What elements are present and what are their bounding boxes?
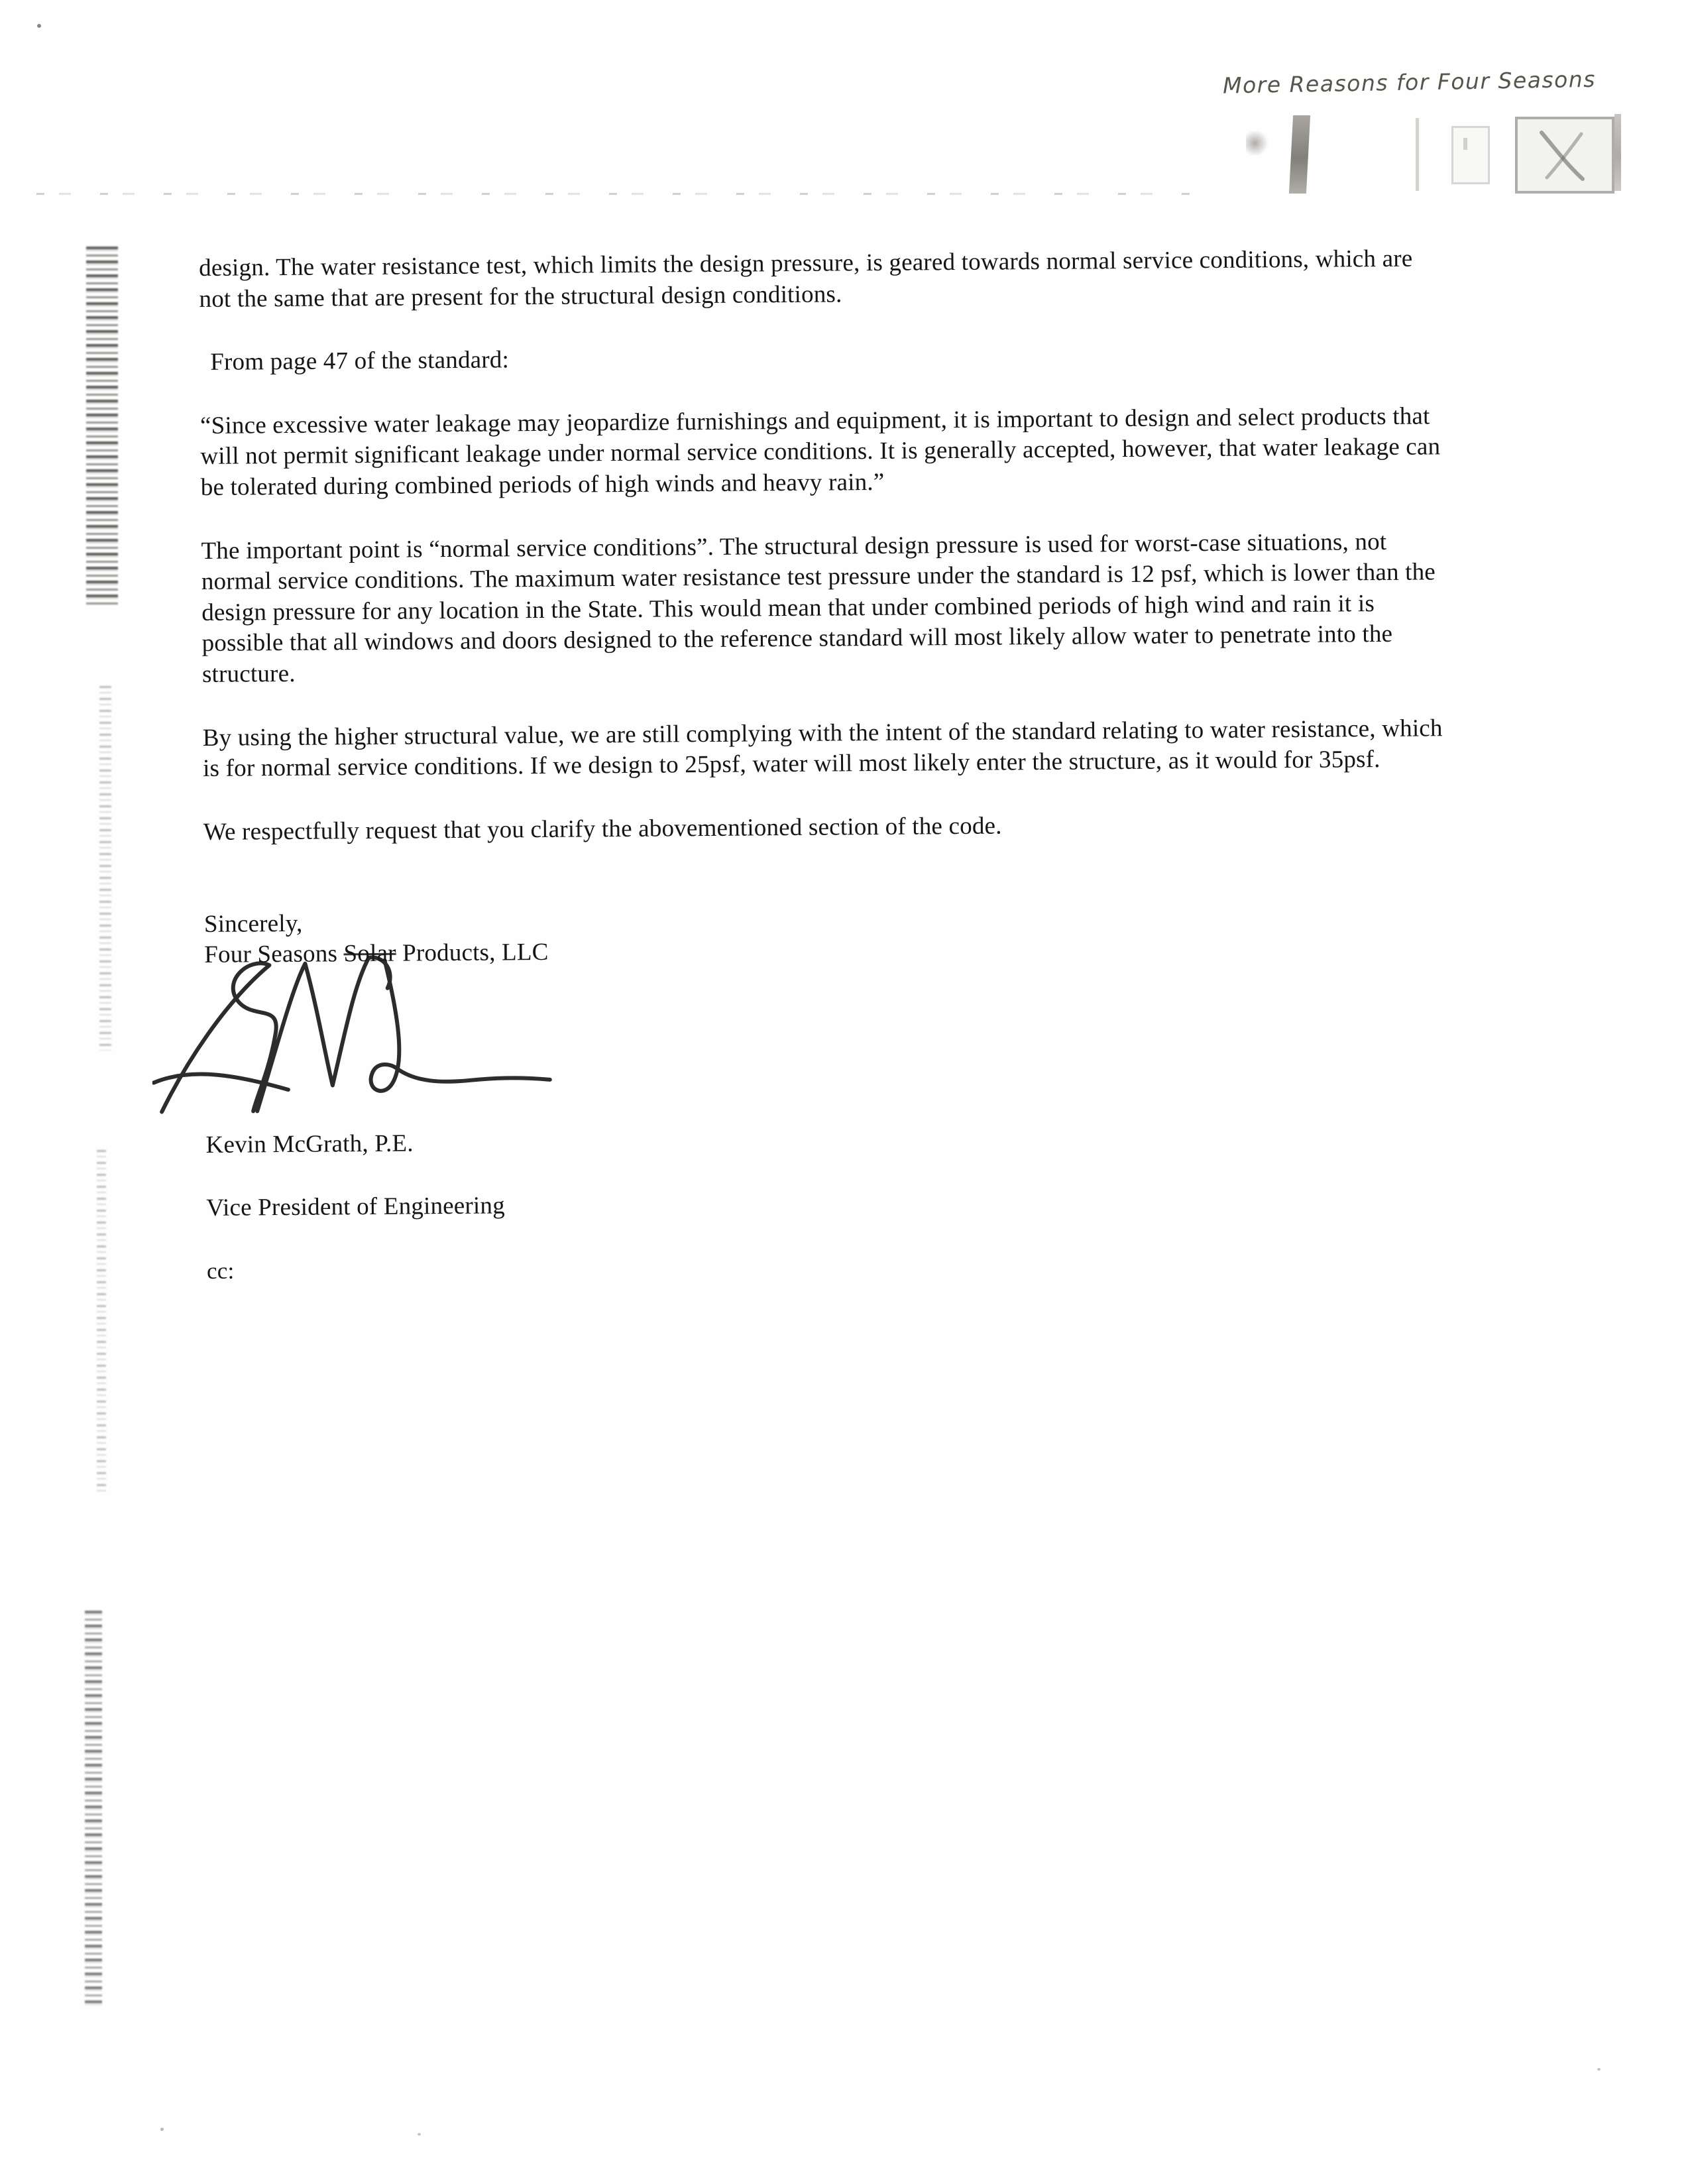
- logo-artifact: [1451, 126, 1490, 184]
- cc-label: cc:: [206, 1257, 235, 1284]
- logo-x-mark: [1518, 119, 1612, 191]
- logo-artifact: [1246, 130, 1268, 156]
- paragraph-continuation: design. The water resistance test, which limits the design pressure, is geared towards normal service conditions, which are not the same that are present for the structural design conditions.: [199, 245, 1413, 313]
- paragraph-higher-value: By using the higher structural value, we are still complying with the intent of the standard relating to water resistance, which is for normal service conditions. If we design to 25psf, water will most likely enter the structure, as it would for 35psf.: [202, 714, 1443, 783]
- scan-smudge: [99, 686, 111, 1051]
- logo-artifact: [1614, 114, 1621, 191]
- paragraph-quote: “Since excessive water leakage may jeopardize furnishings and equipment, it is important to design and select products that will not permit significant leakage under normal service conditions. It is generally accepted, however, that water leakage can be tolerated during combined periods of high winds and heavy rain.”: [199, 402, 1441, 502]
- company-name-struck-word: Solar: [343, 939, 396, 968]
- logo-artifact: [1515, 117, 1614, 194]
- signature-area: [152, 961, 1452, 1130]
- scan-speck: [1597, 2068, 1601, 2071]
- logo-artifact: [1289, 115, 1310, 194]
- scan-smudge: [86, 247, 118, 604]
- handwritten-note: More Reasons for Four Seasons: [1222, 66, 1597, 99]
- signer-name: Kevin McGrath, P.E.: [205, 1129, 414, 1159]
- paragraph-important-point: The important point is “normal service conditions”. The structural design pressure is used for worst-case situations, not normal service conditions. The maximum water resistance test pressure under the standard is 12 psf, which is lower than the design pressure for any location in the State. This would mean that under combined periods of high wind and rain it is possible that all windows and doors designed to the reference standard will most likely allow water to penetrate into the structure.: [201, 528, 1436, 689]
- signature-icon: [151, 921, 563, 1123]
- scan-smudge: [85, 1611, 102, 2008]
- company-name-post: Products, LLC: [396, 939, 549, 967]
- scan-speck: [160, 2128, 164, 2131]
- scan-artifact-line: [36, 193, 1203, 195]
- scan-speck: [418, 2133, 421, 2136]
- logo-artifact: [1463, 138, 1467, 150]
- letter-body: [199, 243, 1453, 1318]
- logo-artifact-strip: [1219, 111, 1650, 201]
- company-name-pre: Four Seasons: [204, 940, 344, 969]
- paragraph-request: We respectfully request that you clarify the abovementioned section of the code.: [203, 812, 1002, 846]
- scan-speck: [37, 24, 41, 28]
- scan-smudge: [97, 1150, 106, 1495]
- signer-title: Vice President of Engineering: [206, 1192, 505, 1222]
- salutation: Sincerely,: [203, 909, 303, 938]
- paragraph-from-page: From page 47 of the standard:: [210, 346, 510, 376]
- logo-artifact: [1416, 118, 1419, 191]
- closing-block: [204, 899, 1453, 1286]
